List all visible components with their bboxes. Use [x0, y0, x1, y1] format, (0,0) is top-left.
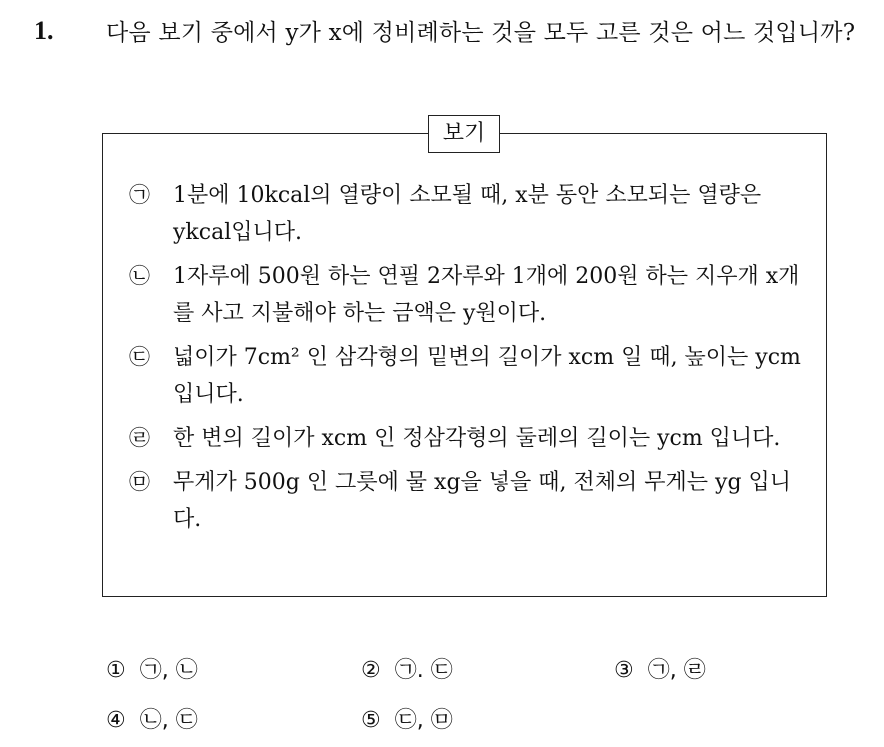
- example-item-marker: ㉣: [129, 426, 150, 450]
- example-item-e: [129, 464, 809, 538]
- example-item-text: 1분에 10kcal의 열량이 소모될 때, x분 동안 소모되는 열량은 ykcal입니다.: [173, 183, 762, 245]
- example-item-text: 한 변의 길이가 xcm 인 정삼각형의 둘레의 길이는 ycm 입니다.: [173, 426, 781, 451]
- answer-choice-1[interactable]: [106, 656, 198, 686]
- example-item-text: 넓이가 7cm² 인 삼각형의 밑변의 길이가 xcm 일 때, 높이는 ycm 입니다.: [173, 345, 801, 407]
- example-item-marker: ㉡: [129, 264, 150, 288]
- example-item-d: [129, 420, 809, 457]
- example-box: [102, 121, 827, 597]
- answer-choice-5[interactable]: [361, 706, 453, 736]
- answer-choice-3[interactable]: [614, 656, 706, 686]
- choice-number: ③: [614, 658, 634, 683]
- example-box-title: 보기: [428, 115, 500, 153]
- example-item-c: [129, 339, 809, 413]
- example-item-marker: ㉤: [129, 470, 150, 494]
- choice-answer: ㉢, ㉤: [394, 708, 453, 733]
- choice-answer: ㉠, ㉣: [647, 658, 706, 683]
- question-text: 다음 보기 중에서 y가 x에 정비례하는 것을 모두 고른 것은 어느 것입니까?: [106, 20, 856, 46]
- choice-number: ④: [106, 708, 126, 733]
- example-item-marker: ㉠: [129, 183, 150, 207]
- example-item-marker: ㉢: [129, 345, 150, 369]
- choice-number: ②: [361, 658, 381, 683]
- choice-number: ⑤: [361, 708, 381, 733]
- choice-answer: ㉡, ㉢: [139, 708, 198, 733]
- answer-choice-2[interactable]: [361, 656, 453, 686]
- question-number: 1.: [34, 16, 54, 45]
- choice-answer: ㉠, ㉡: [139, 658, 198, 683]
- choice-answer: ㉠. ㉢: [394, 658, 453, 683]
- example-item-b: [129, 258, 809, 332]
- example-item-a: [129, 177, 809, 251]
- example-item-text: 무게가 500g 인 그릇에 물 xg을 넣을 때, 전체의 무게는 yg 입니다.: [173, 470, 792, 532]
- answer-choice-4[interactable]: [106, 706, 198, 736]
- choice-number: ①: [106, 658, 126, 683]
- example-item-list: [129, 177, 809, 545]
- example-item-text: 1자루에 500원 하는 연필 2자루와 1개에 200원 하는 지우개 x개를 사고 지불해야 하는 금액은 y원이다.: [173, 264, 800, 326]
